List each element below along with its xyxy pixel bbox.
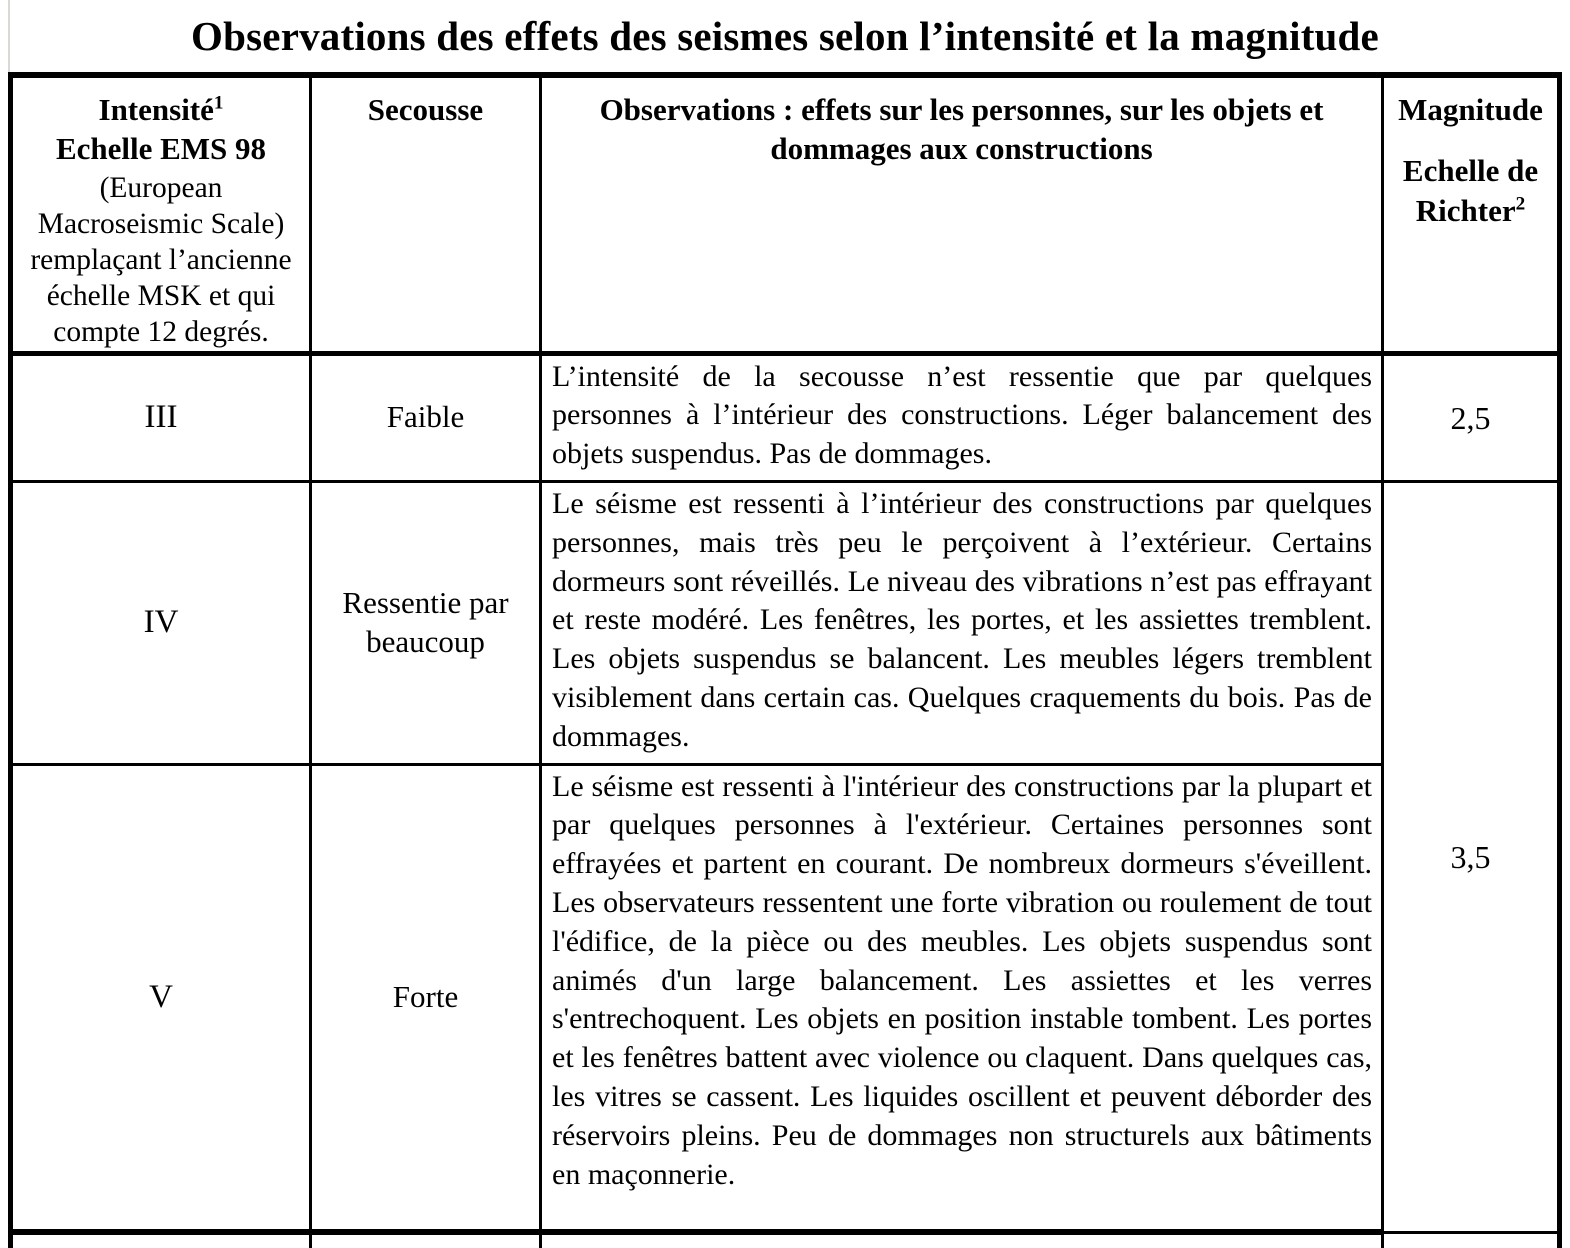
cell-observations-III: L’intensité de la secousse n’est ressentie que par quelques personnes à l’intérieur des constructions. Léger balancement des objets suspendus. Pas de dommages.: [541, 353, 1383, 481]
cell-observations-IV: Le séisme est ressenti à l’intérieur des constructions par quelques personnes, mais très peu le perçoivent à l’extérieur. Certains dormeurs sont réveillés. Le niveau des vibrations n’est pas effrayant et reste modéré. Les fenêtres, les portes, et les assiettes tremblent. Les objets suspendus se balancent. Les meubles légers tremblent visiblement dans certain cas. Quelques craquements du bois. Pas de dommages.: [541, 482, 1383, 765]
header-intensity: [11, 75, 311, 353]
cell-secousse-forte: Forte: [311, 764, 541, 1232]
cell-observations-V: Le séisme est ressenti à l'intérieur des constructions par la plupart et par quelques personnes à l'extérieur. Certaines personnes sont effrayées et partent en courant. De nombreux dormeurs s'éveillent. Les observateurs ressentent une forte vibration ou roulement de tout l'édifice, de la pièce ou des meubles. Les objets suspendus sont animés d'un large balancement. Les assiettes et les verres s'entrechoquent. Les objets en position instable tombent. Les portes et les fenêtres battent avec violence ou claquent. Dans quelques cas, les vitres se cassent. Les liquides oscillent et peuvent déborder des réservoirs pleins. Peu de dommages non structurels aux bâtiments en maçonnerie.: [541, 764, 1383, 1232]
cell-intensity-V: V: [11, 764, 311, 1232]
table-row-intensity-III: [11, 353, 1560, 481]
table-row-intensity-IV: [11, 482, 1560, 765]
seismic-effects-table: [8, 72, 1562, 1248]
header-intensity-subtitle: Echelle EMS 98: [55, 131, 267, 167]
cell-intensity-IV: IV: [11, 482, 311, 765]
cell-secousse-ressentie: Ressentie par beaucoup: [311, 482, 541, 765]
table-row-cutoff: [11, 1232, 1560, 1248]
header-intensity-note: (European Macroseismic Scale) remplaçant l’ancienne échelle MSK et qui compte 12 degrés.: [30, 171, 292, 348]
table-row-intensity-V: [11, 764, 1560, 1232]
cutoff-cell: [1383, 1232, 1560, 1248]
table-header-row: [11, 75, 1560, 353]
header-intensity-title: Intensité$^1$: [98, 92, 224, 127]
header-magnitude: [1383, 75, 1560, 353]
footnote-marker-2: 2: [1515, 193, 1526, 215]
header-observations: Observations : effets sur les personnes, sur les objets et dommages aux constructions: [541, 75, 1383, 353]
cutoff-cell: [541, 1232, 1383, 1248]
cell-secousse-faible: Faible: [311, 353, 541, 481]
header-magnitude-line2: Echelle de Richter$^2$: [1402, 153, 1539, 228]
cutoff-cell: [311, 1232, 541, 1248]
footnote-marker-1: 1: [213, 92, 224, 114]
header-magnitude-line1: Magnitude: [1398, 92, 1543, 127]
cutoff-cell: [11, 1232, 311, 1248]
header-secousse: Secousse: [311, 75, 541, 353]
cell-magnitude-2-5: 2,5: [1383, 353, 1560, 481]
cell-intensity-III: III: [11, 353, 311, 481]
cell-magnitude-3-5: 3,5: [1383, 482, 1560, 1233]
page-title: Observations des effets des seismes selon l’intensité et la magnitude: [191, 13, 1379, 59]
